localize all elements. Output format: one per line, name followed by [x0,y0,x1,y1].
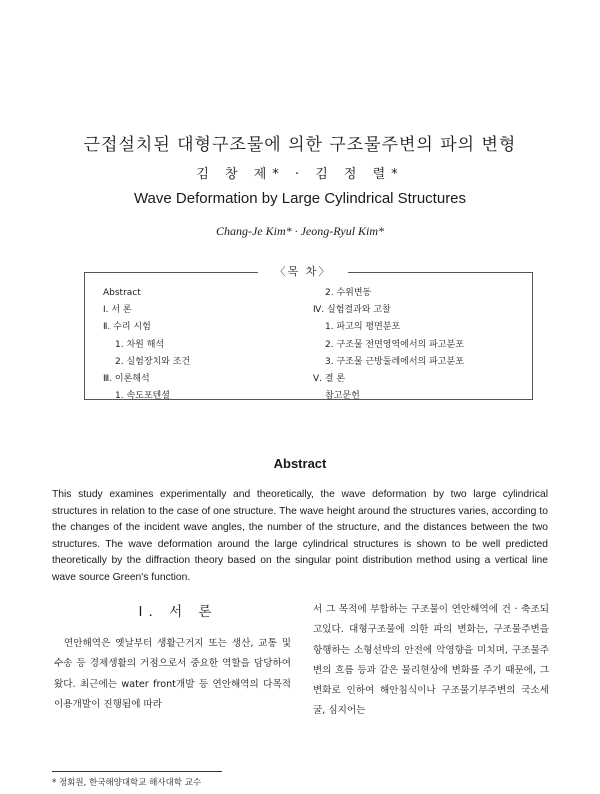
body-text-left-column: 연안해역은 옛날부터 생활근거지 또는 생산, 교통 및 수송 등 경제생활의 거점으로서 중요한 역할을 담당하여 왔다. 최근에는 water front개발 등 연안해역의 다목적 이용개발이 진행됨에 따라 [54,638,291,710]
footnote-affiliation: * 정회원, 한국해양대학교 해사대학 교수 [52,778,202,788]
table-of-contents-heading: 〈목 차〉 [258,263,348,279]
paper-title-korean: 근접설치된 대형구조물에 의한 구조물주변의 파의 변형 [83,135,517,155]
toc-item: 참고문헌 [325,391,360,402]
toc-item: 2. 구조물 전면영역에서의 파고분포 [325,339,464,350]
toc-item: 1. 파고의 평면분포 [325,322,401,333]
section-heading-introduction: Ⅰ. 서 론 [138,604,218,620]
toc-item: 3. 구조물 근방둘레에서의 파고분포 [325,356,464,367]
toc-left-column [103,285,190,405]
toc-item: 1. 속도포텐셜 [115,391,170,402]
toc-item: Abstract [103,288,141,298]
toc-right-column [313,285,464,405]
toc-item: Ⅰ. 서 론 [103,305,132,316]
footnote-divider [52,771,222,772]
toc-item: Ⅳ. 실험결과와 고찰 [313,305,391,316]
toc-item: Ⅴ. 결 론 [313,374,346,385]
abstract-heading: Abstract [273,456,327,471]
toc-item: 2. 수위변동 [325,288,372,298]
toc-item: 2. 실험장치와 조건 [115,356,191,367]
authors-english: Chang-Je Kim* · Jeong-Ryul Kim* [215,224,385,238]
authors-korean: 김 창 제* · 김 정 렬* [196,167,404,182]
body-text-right-column: 서 그 목적에 부합하는 구조물이 연안해역에 건 · 축조되고있다. 대형구조물에 의한 파의 변화는, 구조물주변을 항행하는 소형선박의 안전에 악영향을 미치며, 구조물주변의 흐름 등과 같은 물리현상에 변화를 주기 때문에, 그 변화로 인하여 해안침식이나 구조물기부주변의 국소세굴, 심지어는 [313,604,549,717]
toc-item: Ⅱ. 수리 시험 [103,322,151,333]
paper-title-english: Wave Deformation by Large Cylindrical Structures [133,190,467,207]
abstract-text: This study examines experimentally and theoretically, the wave deformation by two large cylindrical structures in relation to the case of one structure. The wave height around the structures varies, according to the changes of the incident wave angles, the number of the structure, and the distances between the two structures. The wave deformation around the large cylindrical structures is shown to be well predicted theoretically by the diffraction theory based on the singular point distribution method using a vertical line wave source Green's function. [52,489,548,583]
toc-item: Ⅲ. 이론해석 [103,374,150,385]
toc-item: 1. 차원 해석 [115,339,165,350]
